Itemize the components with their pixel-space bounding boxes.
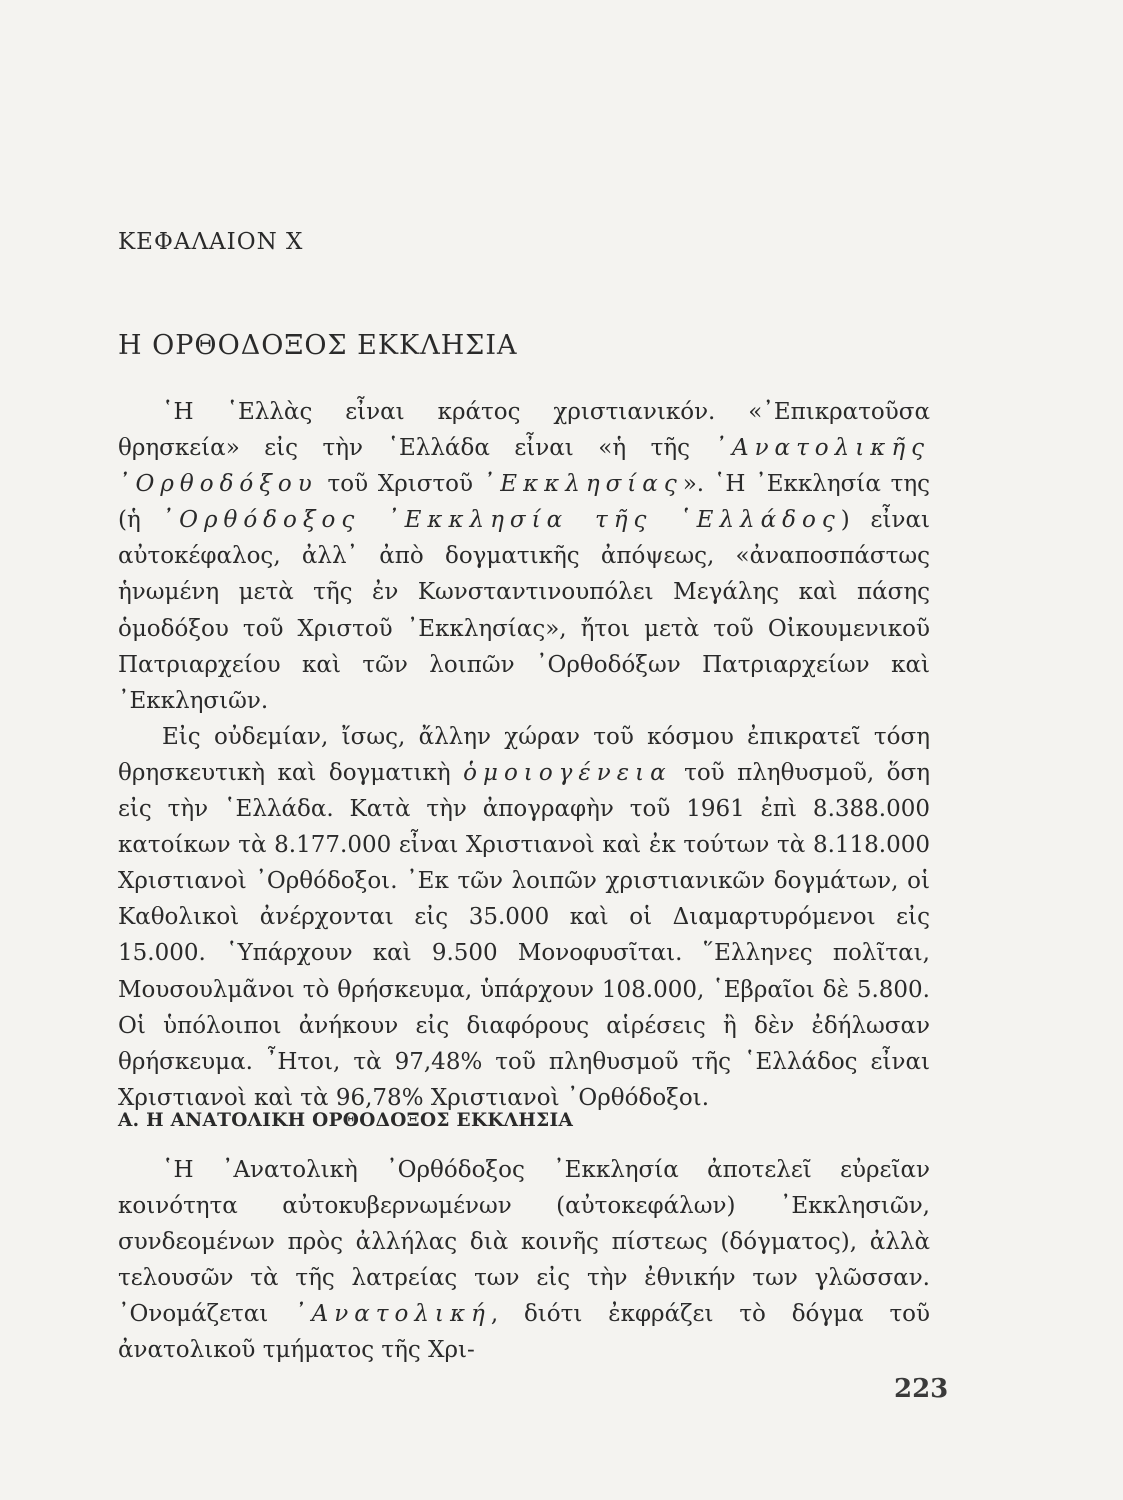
- spaced-term: ᾿Εκκλησίας: [482, 471, 683, 498]
- text-run: ῾Η ᾿Ανατολικὴ ᾿Ορθόδοξος ᾿Εκκλησία ἀποτελεῖ εὐρεῖαν κοινότητα αὐτοκυβερνωμένων (αὐτοκεφάλων) ᾿Εκκλησιῶν, συνδεομένων πρὸς ἀλλήλας διὰ κοινῆς πίστεως (δόγματος), ἀλλὰ τελουσῶν τὰ τῆς λατρείας των εἰς τὴν ἐθνικήν των γλῶσσαν. ᾿Ονομάζεται: [118, 1157, 930, 1328]
- paragraph-statistics: [118, 719, 930, 1116]
- spaced-term: ᾿Ανατολικῆς ᾿Ορθοδόξου: [118, 435, 930, 498]
- spaced-term: ᾿Ορθόδοξος ᾿Εκκλησία τῆς ῾Ελλάδος: [161, 507, 841, 534]
- section-title: Α. Η ΑΝΑΤΟΛΙΚΗ ΟΡΘΟΔΟΞΟΣ ΕΚΚΛΗΣΙΑ: [118, 1110, 574, 1131]
- main-text: [118, 394, 930, 1116]
- text-run: τοῦ Χριστοῦ: [317, 471, 483, 498]
- chapter-label: ΚΕΦΑΛΑΙΟΝ Χ: [118, 229, 304, 255]
- text-run: ». ῾Η ᾿Εκκλησία της (ἡ: [118, 471, 930, 534]
- chapter-title: Η ΟΡΘΟΔΟΞΟΣ ΕΚΚΛΗΣΙΑ: [118, 330, 518, 361]
- paragraph-section-a: [118, 1152, 930, 1369]
- text-run: , διότι ἐκφράζει τὸ δόγμα τοῦ ἀνατολικοῦ τμήματος τῆς Χρι-: [118, 1301, 931, 1364]
- text-run: ) εἶναι αὐτοκέφαλος, ἀλλ᾿ ἀπὸ δογματικῆς ἀπόψεως, «ἀναποσπάστως ἡνωμένη μετὰ τῆς ἐν Κωνσταντινουπόλει Μεγάλης καὶ πάσης ὁμοδόξου τοῦ Χριστοῦ ᾿Εκκλησίας», ἤτοι μετὰ τοῦ Οἰκουμενικοῦ Πατριαρχείου καὶ τῶν λοιπῶν ᾿Ορθοδόξων Πατριαρχείων καὶ ᾿Εκκλησιῶν.: [118, 507, 930, 714]
- text-run: ῾Η ῾Ελλὰς εἶναι κράτος χριστιανικόν. «᾿Επικρατοῦσα θρησκεία» εἰς τὴν ῾Ελλάδα εἶναι «ἡ τῆς: [118, 399, 930, 462]
- spaced-term: ὁμοιογένεια: [463, 759, 672, 786]
- spaced-term: ᾿Ανατολική: [294, 1301, 491, 1328]
- text-run: Εἰς οὐδεμίαν, ἴσως, ἄλλην χώραν τοῦ κόσμου ἐπικρατεῖ τόση θρησκευτικὴ καὶ δογματικὴ: [118, 723, 930, 786]
- page-number: 223: [894, 1374, 949, 1404]
- text-run: τοῦ πληθυσμοῦ, ὅση εἰς τὴν ῾Ελλάδα. Κατὰ τὴν ἀπογραφὴν τοῦ 1961 ἐπὶ 8.388.000 κατοίκων τὰ 8.177.000 εἶναι Χριστιανοὶ καὶ ἐκ τούτων τὰ 8.118.000 Χριστιανοὶ ᾿Ορθόδοξοι. ᾿Εκ τῶν λοιπῶν χριστιανικῶν δογμάτων, οἱ Καθολικοὶ ἀνέρχονται εἰς 35.000 καὶ οἱ Διαμαρτυρόμενοι εἰς 15.000. ῾Υπάρχουν καὶ 9.500 Μονοφυσῖται. ῞Ελληνες πολῖται, Μουσουλμᾶνοι τὸ θρήσκευμα, ὑπάρχουν 108.000, ῾Εβραῖοι δὲ 5.800. Οἱ ὑπόλοιποι ἀνήκουν εἰς διαφόρους αἱρέσεις ἢ δὲν ἐδήλωσαν θρήσκευμα. ῏Ητοι, τὰ 97,48% τοῦ πληθυσμοῦ τῆς ῾Ελλάδος εἶναι Χριστιανοὶ καὶ τὰ 96,78% Χριστιανοὶ ᾿Ορθόδοξοι.: [118, 759, 930, 1111]
- section-text: [118, 1152, 930, 1369]
- paragraph-intro: [118, 394, 930, 719]
